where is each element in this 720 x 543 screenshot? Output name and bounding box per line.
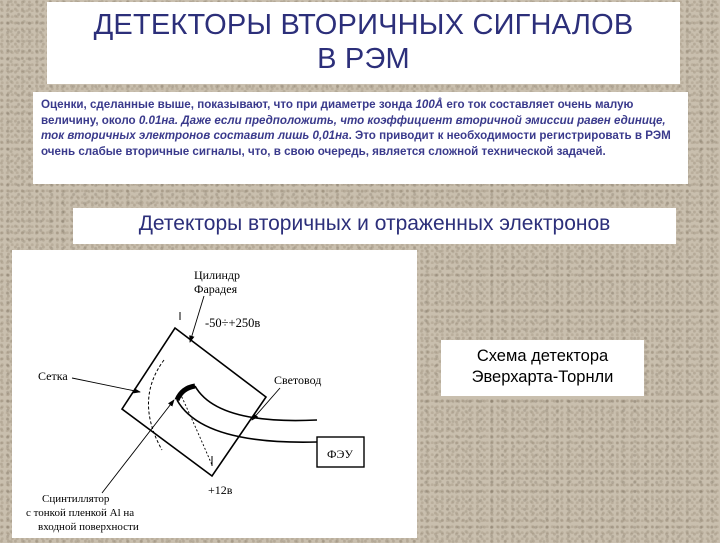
section-subtitle: Детекторы вторичных и отраженных электронов: [138, 212, 611, 235]
caption-panel: [441, 340, 644, 396]
paragraph-part-4: . Это приводит к необходимости регистрировать в РЭМ очень слабые вторичные сигналы, что, в свою очередь, является сложной технической задачей.: [41, 129, 671, 158]
scintillator-label-1: Сцинтиллятор: [42, 493, 110, 505]
scintillator-label-2: с тонкой пленкой Al на: [26, 507, 135, 519]
faraday-cup-housing: [122, 328, 266, 476]
caption-line1: Схема детектора: [476, 347, 609, 365]
paragraph-part-3: . Даже если предположить, что коэффициент вторичной эмиссии равен единице, ток вторичных электронов составит лишь: [41, 113, 666, 143]
probe-diameter-value: 100Å: [415, 98, 444, 111]
detector-diagram-panel: [12, 250, 417, 538]
paragraph-part-2: его ток составляет очень малую величину, около: [41, 98, 634, 127]
pmt-label: ФЭУ: [327, 447, 353, 461]
intro-text-panel: [33, 92, 688, 184]
grid-arc: [148, 360, 164, 450]
probe-current-value: 0.01на: [138, 113, 175, 127]
secondary-current-value: 0,01на: [312, 129, 349, 143]
caption-line2: Эверхарта-Торнли: [471, 368, 614, 386]
faraday-label-2: Фарадея: [194, 282, 238, 296]
everhart-thornley-diagram: [12, 250, 417, 538]
title-panel: [47, 2, 680, 84]
plus12v-label: +12в: [208, 483, 233, 497]
paragraph-part-1: Оценки, сделанные выше, показывают, что при диаметре зонда: [41, 98, 416, 111]
slide-title-line1: ДЕТЕКТОРЫ ВТОРИЧНЫХ СИГНАЛОВ: [93, 9, 634, 41]
faraday-label-1: Цилиндр: [194, 268, 241, 282]
lightguide-label: Световод: [274, 373, 322, 387]
slide-title-line2: В РЭМ: [317, 43, 410, 75]
grid-label: Сетка: [38, 369, 68, 383]
voltage-label: -50÷+250в: [205, 316, 261, 330]
subtitle-panel: [73, 208, 676, 244]
light-guide: [177, 386, 317, 442]
scintillator-label-3: входной поверхности: [38, 521, 139, 533]
intro-paragraph: [33, 92, 688, 159]
